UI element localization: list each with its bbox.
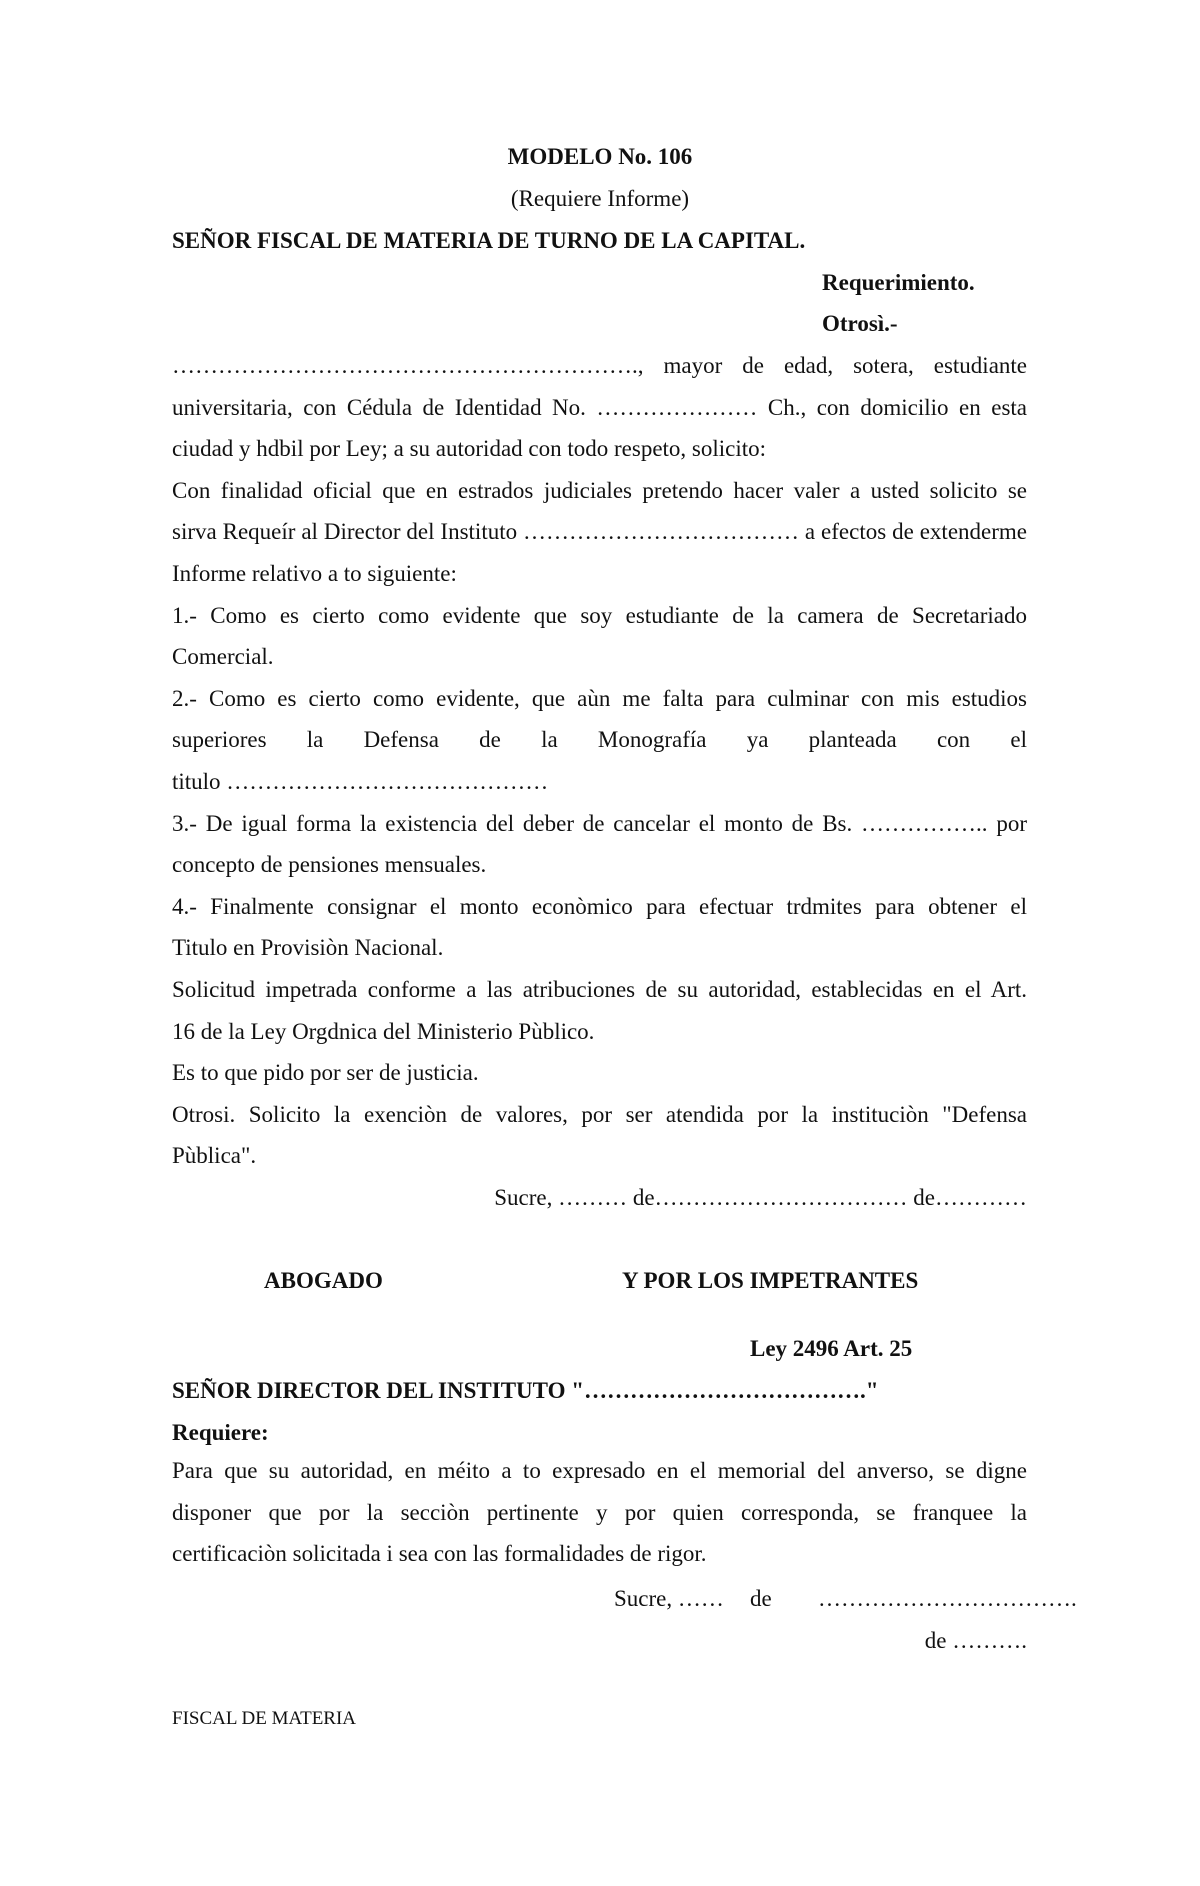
body-line: 2.- Como es cierto como evidente, que aùn me falta para culminar con mis estudios — [172, 685, 1027, 711]
signature-abogado: ABOGADO — [264, 1268, 383, 1293]
otrosi-label: Otrosì.- — [822, 311, 898, 336]
body-line: universitaria, con Cédula de Identidad No. ………………… Ch., con domicilio en esta — [172, 394, 1027, 420]
addressee-fiscal: SEÑOR FISCAL DE MATERIA DE TURNO DE LA CAPITAL. — [172, 228, 806, 253]
addressee-director: SEÑOR DIRECTOR DEL INSTITUTO "………………………………." — [172, 1378, 879, 1403]
body-line: ciudad y hdbil por Ley; a su autoridad con todo respeto, solicito: — [172, 436, 767, 462]
body-line: Es to que pido por ser de justicia. — [172, 1060, 479, 1086]
body-line: 3.- De igual forma la existencia del deber de cancelar el monto de Bs. …………….. por — [172, 810, 1027, 836]
model-title: MODELO No. 106 — [507, 144, 693, 169]
date-de: de — [750, 1586, 772, 1611]
body-line: Con finalidad oficial que en estrados judiciales pretendo hacer valer a usted solicito se — [172, 477, 1027, 503]
law-reference: Ley 2496 Art. 25 — [750, 1336, 913, 1361]
body-line: 1.- Como es cierto como evidente que soy estudiante de la camera de Secretariado — [172, 602, 1027, 628]
requiere-line: Para que su autoridad, en méito a to expresado en el memorial del anverso, se digne — [172, 1458, 1027, 1483]
requiere-line: certificaciòn solicitada i sea con las formalidades de rigor. — [172, 1541, 707, 1567]
body-line: superiores la Defensa de la Monografía ya planteada con el — [172, 727, 1027, 753]
body-line: Solicitud impetrada conforme a las atribuciones de su autoridad, establecidas en el Art. — [172, 976, 1027, 1002]
requiere-line: disponer que por la secciòn pertinente y por quien corresponda, se franquee la — [172, 1499, 1027, 1525]
body-line: Titulo en Provisiòn Nacional. — [172, 935, 444, 961]
body-line: 16 de la Ley Orgdnica del Ministerio Pùblico. — [172, 1018, 595, 1044]
signature-impetrantes: Y POR LOS IMPETRANTES — [622, 1268, 919, 1293]
body-line: concepto de pensiones mensuales. — [172, 852, 487, 878]
body-line: Pùblica". — [172, 1143, 257, 1169]
body-line: Informe relativo a to siguiente: — [172, 560, 457, 586]
body-line: Comercial. — [172, 644, 274, 670]
body-line: 4.- Finalmente consignar el monto econòmico para efectuar trdmites para obtener el — [172, 893, 1027, 919]
body-line: ……………………………………………………., mayor de edad, sotera, estudiante — [172, 353, 1027, 378]
body-line: titulo …………………………………… — [172, 768, 549, 794]
memorial-body — [172, 345, 1027, 1218]
fiscal-signature: FISCAL DE MATERIA — [172, 1708, 357, 1729]
requiere-label: Requiere: — [172, 1420, 269, 1445]
date-dots: ……………………………. — [818, 1586, 1077, 1611]
requiere-body — [172, 1450, 1027, 1575]
date-sucre: Sucre, …… — [614, 1586, 724, 1611]
date-line: Sucre, ……… de…………………………… de………… — [494, 1184, 1027, 1210]
requerimiento-label: Requerimiento. — [822, 270, 975, 295]
date-de-year: de ………. — [924, 1628, 1027, 1653]
model-subtitle: (Requiere Informe) — [510, 186, 690, 211]
body-line: sirva Requeír al Director del Instituto ……………………………… a efectos de extenderme — [172, 519, 1027, 545]
body-line: Otrosi. Solicito la exenciòn de valores, por ser atendida por la instituciòn "Defensa — [172, 1101, 1027, 1127]
